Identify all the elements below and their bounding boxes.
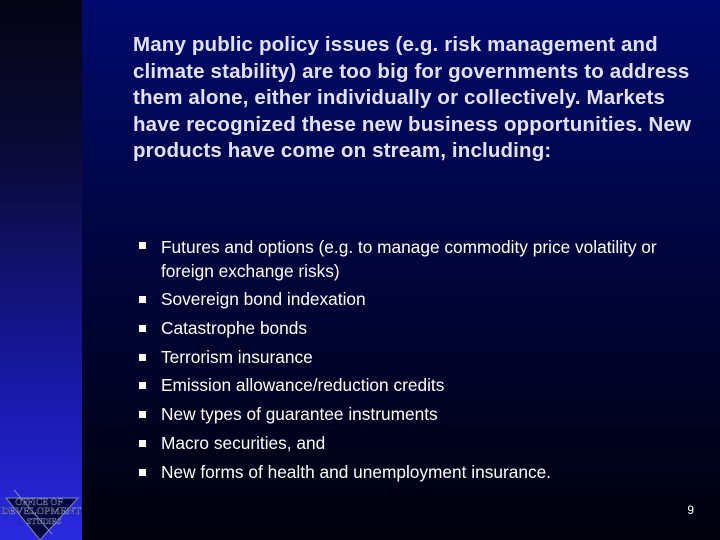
slide-heading: Many public policy issues (e.g. risk management and climate stability) are too big for governments to address them alone, either individually or collectively. Markets have recognized these new business opportunities. New products have come on stream, including: bbox=[133, 33, 692, 162]
bullet-text: New forms of health and unemployment insurance. bbox=[161, 461, 551, 482]
bullet-item bbox=[139, 343, 714, 372]
bullet-square-icon bbox=[139, 440, 146, 447]
bullet-square-icon bbox=[139, 382, 146, 389]
bullet-text: Terrorism insurance bbox=[161, 346, 313, 367]
bullet-text: Emission allowance/reduction credits bbox=[161, 375, 445, 396]
bullet-item bbox=[139, 314, 714, 343]
bullet-text: Macro securities, and bbox=[161, 432, 326, 453]
bullet-square-icon bbox=[139, 469, 146, 476]
bullet-square-icon bbox=[139, 242, 146, 249]
page-number: 9 bbox=[687, 503, 694, 517]
bullet-item bbox=[139, 371, 714, 400]
bullet-item bbox=[139, 285, 714, 314]
bullet-item bbox=[139, 400, 714, 429]
bullet-square-icon bbox=[139, 325, 146, 332]
oecd-development-centre-logo bbox=[0, 488, 84, 540]
bullet-item bbox=[139, 429, 714, 458]
logo-line-development: DEVELOPMENT bbox=[1, 507, 82, 517]
bullet-item bbox=[139, 458, 714, 487]
bullet-text: Sovereign bond indexation bbox=[161, 289, 366, 309]
logo-line-studies: STUDIES bbox=[26, 516, 62, 526]
logo-line-office: OFFICE OF bbox=[15, 498, 63, 508]
bullet-item bbox=[139, 233, 714, 285]
left-gradient-bar bbox=[0, 0, 82, 540]
bullet-text: Catastrophe bonds bbox=[161, 317, 308, 338]
bullet-square-icon bbox=[139, 411, 146, 418]
bullet-square-icon bbox=[139, 354, 146, 361]
bullet-list bbox=[139, 233, 714, 487]
bullet-text: Futures and options (e.g. to manage commodity price volatility or foreign exchange risks) bbox=[161, 237, 657, 281]
bullet-text: New types of guarantee instruments bbox=[161, 404, 438, 425]
bullet-square-icon bbox=[139, 296, 146, 303]
